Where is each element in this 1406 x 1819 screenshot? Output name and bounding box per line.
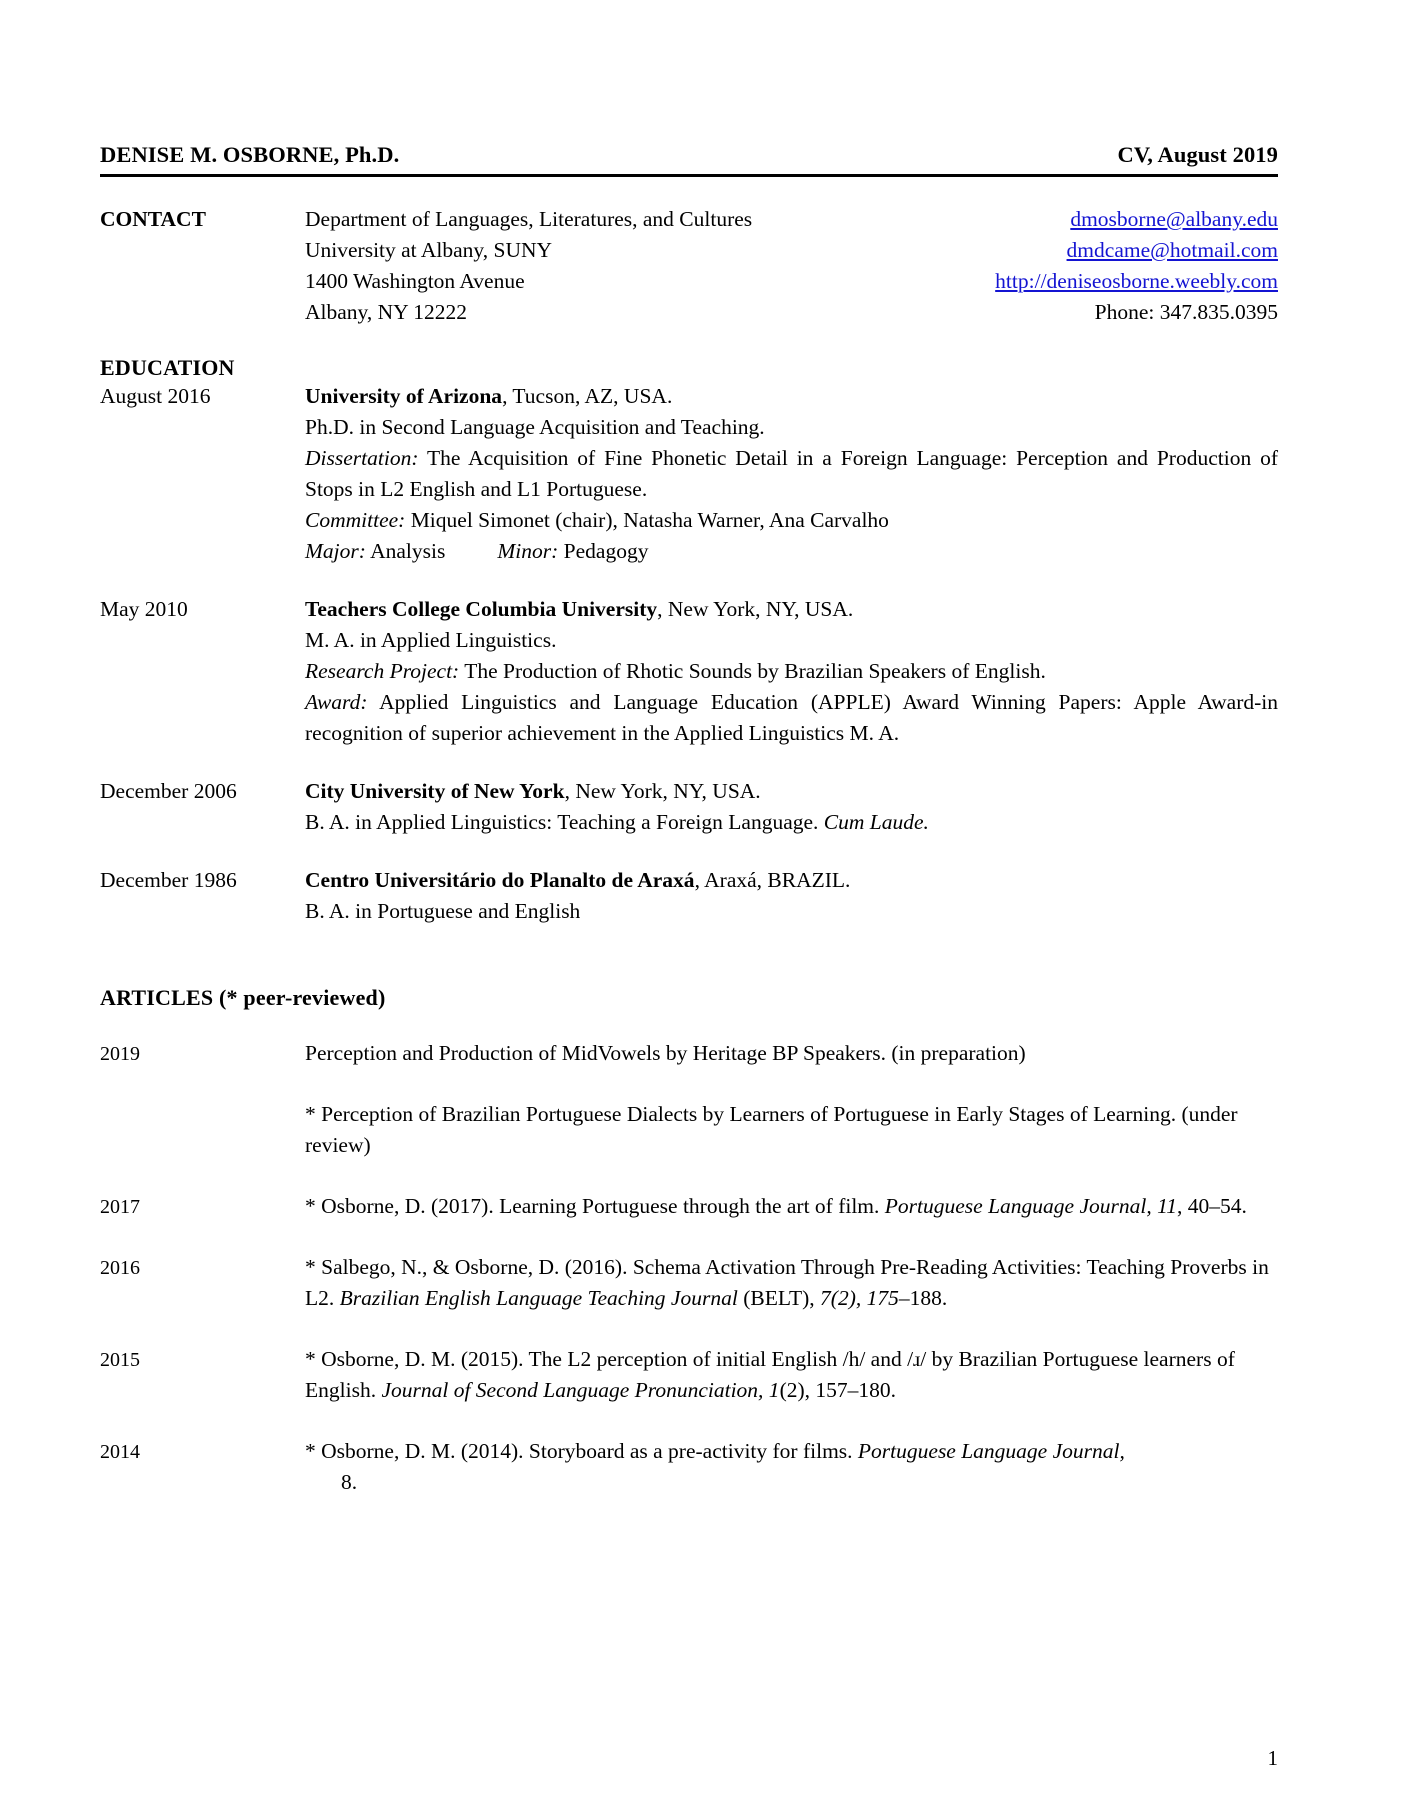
education-institution-line: [305, 865, 1278, 896]
articles-list: [100, 1038, 1278, 1498]
citation-text: * Salbego, N., & Osborne, D. (2016). Schema Activation Through Pre-Reading Activities: Teaching Proverbs in L2.: [305, 1255, 1269, 1310]
education-date: December 1986: [100, 868, 237, 892]
committee-label: Committee:: [305, 508, 406, 532]
contact-address: [305, 204, 752, 328]
education-entry: [100, 594, 1278, 749]
address-line: 1400 Washington Avenue: [305, 269, 525, 293]
major-text: Analysis: [365, 539, 446, 563]
website-link[interactable]: http://deniseosborne.weebly.com: [995, 269, 1278, 293]
institution-name: Teachers College Columbia University: [305, 597, 658, 621]
education-details: [305, 381, 1278, 567]
institution-name: City University of New York: [305, 779, 565, 803]
degree-honors: Cum Laude.: [823, 810, 929, 834]
research-project-label: Research Project:: [305, 659, 460, 683]
article-year: 2019: [100, 1043, 140, 1065]
minor-text: Pedagogy: [558, 539, 649, 563]
dissertation-label: Dissertation:: [305, 446, 419, 470]
article-citation: [305, 1344, 1278, 1406]
article-citations: [305, 1436, 1278, 1498]
article-entry: [100, 1344, 1278, 1406]
committee-text: Miquel Simonet (chair), Natasha Warner, Ana Carvalho: [405, 508, 889, 532]
citation-text: * Osborne, D. M. (2015). The L2 perception of initial English /h/ and /ɹ/ by Brazilian Portuguese learners of English.: [305, 1347, 1235, 1402]
article-entry: [100, 1191, 1278, 1222]
candidate-name: DENISE M. OSBORNE, Ph.D.: [100, 142, 400, 167]
degree-text: B. A. in Applied Linguistics: Teaching a Foreign Language.: [305, 810, 824, 834]
education-degree: B. A. in Portuguese and English: [305, 899, 581, 923]
citation-journal: Brazilian English Language Teaching Journal: [339, 1286, 738, 1310]
address-line: Albany, NY 12222: [305, 300, 468, 324]
education-entry: [100, 381, 1278, 567]
institution-location: , Tucson, AZ, USA.: [502, 384, 673, 408]
education-date: August 2016: [100, 384, 211, 408]
education-institution-line: [305, 776, 1278, 807]
research-project-text: The Production of Rhotic Sounds by Brazilian Speakers of English.: [459, 659, 1046, 683]
article-entry: [100, 1436, 1278, 1498]
email-link-primary[interactable]: dmosborne@albany.edu: [1070, 207, 1278, 231]
education-entry: [100, 776, 1278, 838]
education-degree: M. A. in Applied Linguistics.: [305, 628, 557, 652]
citation-text: * Perception of Brazilian Portuguese Dialects by Learners of Portuguese in Early Stages of Learning. (under review): [305, 1102, 1238, 1157]
email-link-secondary[interactable]: dmdcame@hotmail.com: [1066, 238, 1278, 262]
education-details: [305, 865, 1278, 927]
cv-date: CV, August 2019: [1117, 142, 1278, 167]
citation-pages: 188.: [909, 1286, 948, 1310]
education-details: [305, 594, 1278, 749]
education-details: [305, 776, 1278, 838]
education-research-project: [305, 656, 1278, 687]
article-year: 2014: [100, 1441, 140, 1463]
articles-section-title: ARTICLES (* peer-reviewed): [100, 985, 386, 1010]
education-institution-line: [305, 381, 1278, 412]
education-committee: [305, 505, 1278, 536]
citation-pages: , 40–54.: [1177, 1194, 1247, 1218]
citation-journal: Portuguese Language Journal, 11: [884, 1194, 1177, 1218]
article-citation: [305, 1252, 1278, 1314]
article-citation: [305, 1191, 1278, 1222]
article-citations: [305, 1344, 1278, 1406]
article-entry: [100, 1038, 1278, 1161]
education-entry: [100, 865, 1278, 927]
institution-name: Centro Universitário do Planalto de Araxá: [305, 868, 695, 892]
education-date: December 2006: [100, 779, 237, 803]
citation-issue: 8.: [341, 1470, 358, 1494]
education-institution-line: [305, 594, 1278, 625]
article-citation: [305, 1436, 1278, 1498]
citation-journal: Journal of Second Language Pronunciation, 1: [381, 1378, 780, 1402]
article-citation: [305, 1038, 1278, 1069]
institution-location: , Araxá, BRAZIL.: [694, 868, 851, 892]
award-label: Award:: [305, 690, 368, 714]
article-citations: [305, 1191, 1278, 1222]
institution-location: , New York, NY, USA.: [564, 779, 761, 803]
phone-number: Phone: 347.835.0395: [1094, 300, 1278, 324]
citation-volume: 7(2), 175–: [820, 1286, 910, 1310]
contact-body: [305, 204, 1278, 328]
article-citations: [305, 1252, 1278, 1314]
institution-location: , New York, NY, USA.: [657, 597, 854, 621]
address-line: University at Albany, SUNY: [305, 238, 553, 262]
education-major-minor: [305, 536, 1278, 567]
contact-links: [995, 204, 1278, 328]
citation-text: * Osborne, D. (2017). Learning Portuguese through the art of film.: [305, 1194, 885, 1218]
document-header: [100, 142, 1278, 172]
contact-section: [100, 204, 1278, 328]
article-year: 2016: [100, 1257, 140, 1279]
minor-label: Minor:: [497, 539, 559, 563]
award-text: Applied Linguistics and Language Education (APPLE) Award Winning Papers: Apple Award-in recognition of superior achievement in the Applied Linguistics M. A.: [305, 690, 1278, 745]
institution-name: University of Arizona: [305, 384, 503, 408]
education-award: [305, 687, 1278, 749]
article-citations: [305, 1038, 1278, 1161]
education-degree: Ph.D. in Second Language Acquisition and Teaching.: [305, 415, 765, 439]
address-line: Department of Languages, Literatures, and Cultures: [305, 207, 753, 231]
article-entry: [100, 1252, 1278, 1314]
dissertation-text: The Acquisition of Fine Phonetic Detail in a Foreign Language: Perception and Production of Stops in L2 English and L1 Portuguese.: [305, 446, 1278, 501]
education-dissertation: [305, 443, 1278, 505]
citation-text: Perception and Production of MidVowels by Heritage BP Speakers. (in preparation): [305, 1041, 1026, 1065]
major-label: Major:: [305, 539, 366, 563]
citation-abbrev: (BELT),: [737, 1286, 821, 1310]
article-year: 2015: [100, 1349, 140, 1371]
citation-journal: Portuguese Language Journal,: [857, 1439, 1125, 1463]
education-section-title: EDUCATION: [100, 355, 235, 380]
article-year: 2017: [100, 1196, 140, 1218]
article-citation: [305, 1099, 1278, 1161]
contact-label: CONTACT: [100, 207, 206, 231]
citation-text: * Osborne, D. M. (2014). Storyboard as a pre-activity for films.: [305, 1439, 858, 1463]
education-date: May 2010: [100, 597, 188, 621]
citation-pages: (2), 157–180.: [779, 1378, 897, 1402]
page-number: 1: [1267, 1746, 1278, 1770]
education-degree: [305, 807, 1278, 838]
